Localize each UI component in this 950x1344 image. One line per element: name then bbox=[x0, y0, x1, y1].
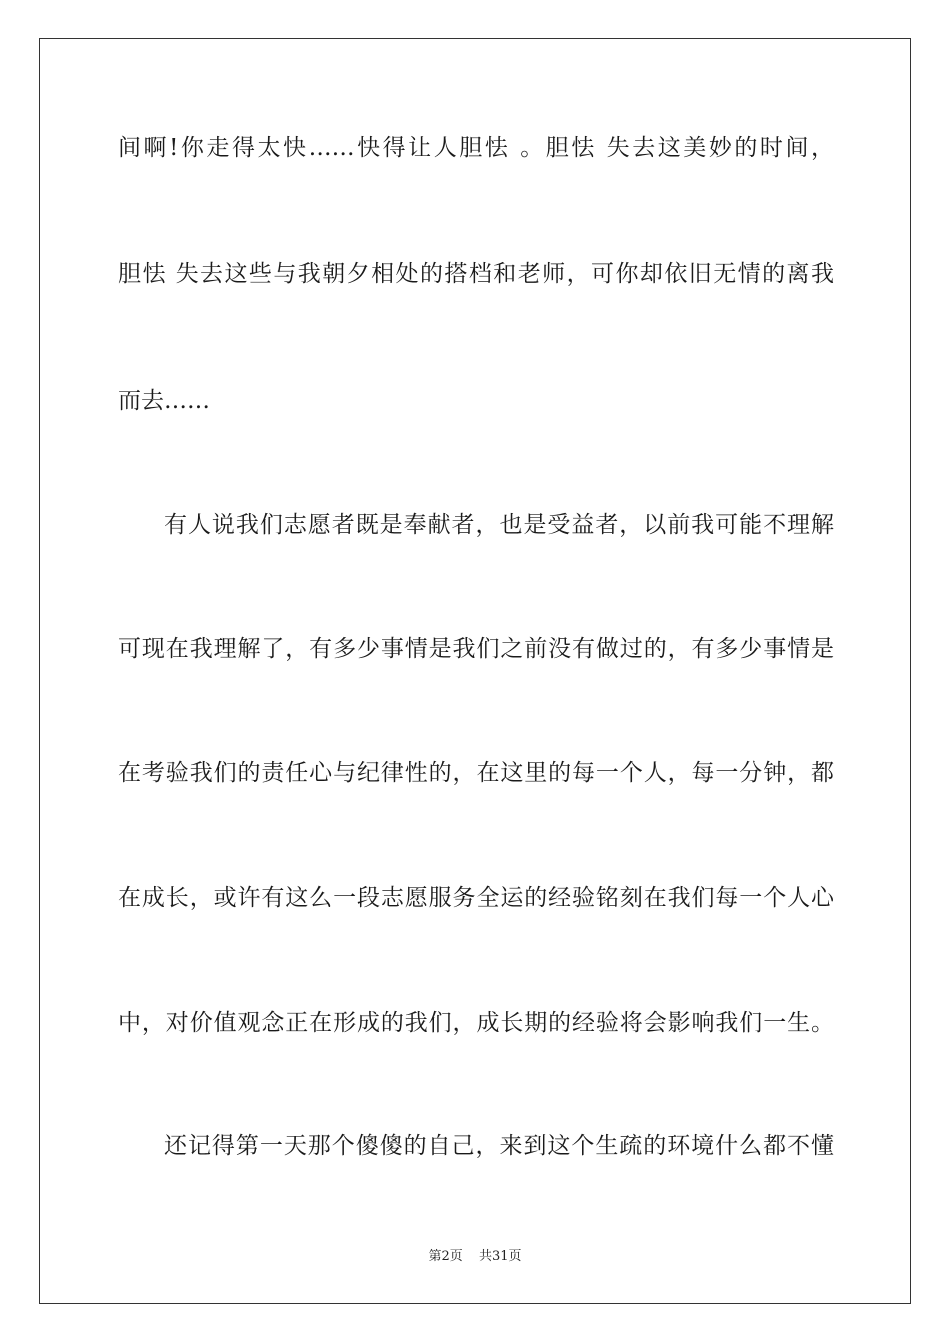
text-line-7: 在成长，或许有这么一段志愿服务全运的经验铭刻在我们每一个人心 bbox=[118, 885, 834, 911]
text-line-6: 在考验我们的责任心与纪律性的，在这里的每一个人，每一分钟，都 bbox=[118, 760, 834, 786]
text-line-2: 胆怯 失去这些与我朝夕相处的搭档和老师，可你却依旧无情的离我 bbox=[118, 261, 834, 287]
text-line-9: 还记得第一天那个傻傻的自己，来到这个生疏的环境什么都不懂 bbox=[164, 1133, 834, 1159]
page-footer bbox=[0, 1248, 950, 1266]
text-line-8: 中，对价值观念正在形成的我们，成长期的经验将会影响我们一生。 bbox=[118, 1010, 834, 1036]
text-line-1: 间啊!你走得太快……快得让人胆怯 。胆怯 失去这美妙的时间， bbox=[118, 135, 834, 161]
page-total: 共31页 bbox=[478, 1249, 522, 1264]
text-line-3: 而去…… bbox=[118, 388, 210, 414]
text-line-4: 有人说我们志愿者既是奉献者，也是受益者，以前我可能不理解 bbox=[164, 512, 834, 538]
page-border bbox=[39, 38, 911, 1304]
page-number: 第2页 bbox=[428, 1249, 463, 1264]
text-line-5: 可现在我理解了，有多少事情是我们之前没有做过的，有多少事情是 bbox=[118, 636, 834, 662]
